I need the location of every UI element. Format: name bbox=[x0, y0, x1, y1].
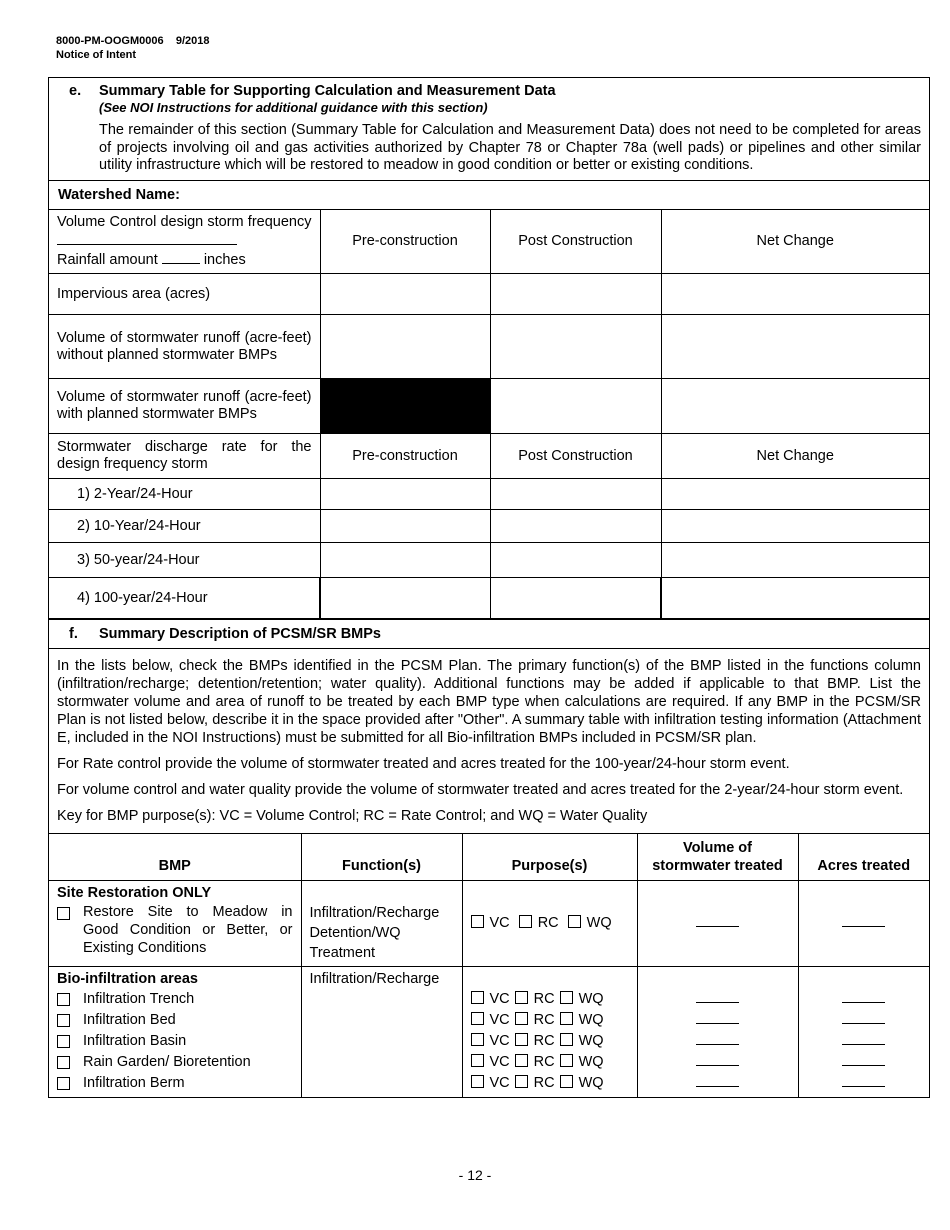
section-f-para-1: In the lists below, check the BMPs identified in the PCSM Plan. The primary function(s) of the BMP listed in the functions column (infiltration/recharge; detention/retention; water quality). Additional functions may be added if applicable to that BMP. List the stormwater volume and area of runoff to be treated by each BMP type when calculations are required. If any BMP in the PCSM/SR Plan is not listed below, describe it in the space provided after "Other". A summary table with infiltration testing information (Attachment E, included in the NOI Instructions) must be submitted for all Bio-infiltration BMPs included in PCSM/SR plan. bbox=[57, 658, 921, 746]
runoff-with-post-input[interactable] bbox=[490, 379, 661, 434]
row-runoff-without-bmps: Volume of stormwater runoff (acre-feet) without planned stormwater BMPs bbox=[49, 315, 320, 379]
runoff-without-post-input[interactable] bbox=[490, 315, 661, 379]
form-code: 8000-PM-OOGM0006 9/2018 bbox=[56, 35, 210, 47]
rc-checkbox[interactable] bbox=[515, 1075, 528, 1088]
bmp-infiltration-basin[interactable] bbox=[57, 1031, 293, 1052]
restore-site-checkbox[interactable] bbox=[57, 907, 70, 920]
volume-input[interactable] bbox=[696, 1074, 739, 1087]
runoff-without-net-input[interactable] bbox=[661, 315, 929, 379]
bmp-label: Infiltration Trench bbox=[83, 990, 195, 1007]
acres-input[interactable] bbox=[842, 1053, 885, 1066]
row-storm-50yr: 3) 50-year/24-Hour bbox=[49, 543, 320, 578]
section-e-paragraph: The remainder of this section (Summary Table for Calculation and Measurement Data) does not need to be completed for areas of projects involving oil and gas activities authorized by Chapter 78 or Chapter 78a (well pads) or pipelines and other similar utility infrastructure which will be restored to meadow in good condition or better or existing conditions. bbox=[99, 122, 921, 173]
storm-50yr-pre-input[interactable] bbox=[320, 543, 490, 578]
storm-2yr-post-input[interactable] bbox=[490, 479, 661, 510]
bmp-rain-garden[interactable] bbox=[57, 1052, 293, 1073]
rc-checkbox[interactable] bbox=[515, 1054, 528, 1067]
acres-input[interactable] bbox=[842, 1011, 885, 1024]
bmp-infiltration-bed[interactable] bbox=[57, 1010, 293, 1031]
impervious-post-input[interactable] bbox=[490, 274, 661, 315]
checkbox[interactable] bbox=[57, 1035, 70, 1048]
volume-input[interactable] bbox=[696, 1011, 739, 1024]
rc-checkbox[interactable] bbox=[515, 991, 528, 1004]
bio-infiltration-functions bbox=[301, 966, 462, 1097]
row-impervious-area: Impervious area (acres) bbox=[49, 274, 320, 315]
storm-10yr-net-input[interactable] bbox=[661, 510, 929, 543]
form-title: Notice of Intent bbox=[56, 49, 137, 61]
wq-label: WQ bbox=[578, 990, 604, 1007]
purpose-row bbox=[471, 1052, 629, 1073]
row-storm-100yr: 4) 100-year/24-Hour bbox=[49, 578, 320, 619]
section-e-header bbox=[49, 78, 929, 181]
bio-infiltration-acres bbox=[798, 966, 929, 1097]
bmp-label: Infiltration Basin bbox=[83, 1032, 187, 1049]
checkbox[interactable] bbox=[57, 993, 70, 1006]
site-restoration-acres bbox=[798, 880, 929, 966]
storm-2yr-net-input[interactable] bbox=[661, 479, 929, 510]
section-f-description bbox=[49, 649, 929, 834]
storm-50yr-net-input[interactable] bbox=[661, 543, 929, 578]
wq-checkbox[interactable] bbox=[560, 1075, 573, 1088]
site-restoration-purposes bbox=[462, 880, 637, 966]
section-e-title: Summary Table for Supporting Calculation and Measurement Data bbox=[99, 83, 556, 99]
vc-label: VC bbox=[489, 914, 510, 931]
runoff-with-net-input[interactable] bbox=[661, 379, 929, 434]
rc-label: RC bbox=[537, 914, 559, 931]
bmp-label: Infiltration Berm bbox=[83, 1074, 185, 1091]
wq-label: WQ bbox=[578, 1074, 604, 1091]
restore-site-label: Restore Site to Meadow in Good Condition or Better, or Existing Conditions bbox=[83, 903, 293, 956]
col-pre-construction: Pre-construction bbox=[320, 210, 490, 274]
bio-infiltration-purposes bbox=[462, 966, 637, 1097]
wq-label: WQ bbox=[578, 1032, 604, 1049]
site-restoration-functions bbox=[301, 880, 462, 966]
vc-checkbox[interactable] bbox=[471, 991, 484, 1004]
volume-input[interactable] bbox=[696, 1032, 739, 1045]
section-f-para-4: Key for BMP purpose(s): VC = Volume Control; RC = Rate Control; and WQ = Water Quality bbox=[57, 808, 648, 824]
col-bmp: BMP bbox=[49, 834, 301, 880]
function-infiltration-recharge: Infiltration/Recharge bbox=[309, 904, 440, 921]
section-f-letter: f. bbox=[69, 626, 78, 642]
col-post-construction: Post Construction bbox=[490, 210, 661, 274]
rc-label: RC bbox=[533, 1032, 555, 1049]
section-f-title: Summary Description of PCSM/SR BMPs bbox=[99, 626, 381, 642]
bio-infiltration-volume bbox=[637, 966, 798, 1097]
acres-input[interactable] bbox=[842, 1074, 885, 1087]
vc-checkbox[interactable] bbox=[471, 1012, 484, 1025]
checkbox[interactable] bbox=[57, 1077, 70, 1090]
checkbox[interactable] bbox=[57, 1056, 70, 1069]
purpose-row bbox=[471, 1031, 629, 1052]
wq-label: WQ bbox=[578, 1011, 604, 1028]
rc-checkbox[interactable] bbox=[515, 1012, 528, 1025]
storm-10yr-post-input[interactable] bbox=[490, 510, 661, 543]
col-purposes: Purpose(s) bbox=[462, 834, 637, 880]
bmp-label: Infiltration Bed bbox=[83, 1011, 176, 1028]
vc-checkbox[interactable] bbox=[471, 1054, 484, 1067]
volume-input[interactable] bbox=[696, 914, 739, 927]
vc-label: VC bbox=[489, 1053, 510, 1070]
blacked-out-cell bbox=[320, 379, 490, 434]
form-frame bbox=[48, 77, 930, 1098]
row-storm-2yr: 1) 2-Year/24-Hour bbox=[49, 479, 320, 510]
vc-checkbox[interactable] bbox=[471, 1033, 484, 1046]
section-e-letter: e. bbox=[69, 83, 82, 99]
rc-checkbox[interactable] bbox=[519, 915, 532, 928]
wq-checkbox[interactable] bbox=[560, 1033, 573, 1046]
function-infiltration-recharge: Infiltration/Recharge bbox=[309, 970, 440, 987]
page-number: - 12 - bbox=[458, 1167, 492, 1183]
row-discharge-rate: Stormwater discharge rate for the design frequency storm bbox=[49, 434, 320, 479]
rc-checkbox[interactable] bbox=[515, 1033, 528, 1046]
section-f-header bbox=[49, 619, 929, 649]
vc-checkbox[interactable] bbox=[471, 1075, 484, 1088]
vc-checkbox[interactable] bbox=[471, 915, 484, 928]
rc-label: RC bbox=[533, 1074, 555, 1091]
rc-label: RC bbox=[533, 1053, 555, 1070]
vc-label: VC bbox=[489, 1011, 510, 1028]
wq-label: WQ bbox=[586, 914, 612, 931]
section-e-subtitle: (See NOI Instructions for additional guidance with this section) bbox=[99, 100, 488, 115]
wq-checkbox[interactable] bbox=[560, 1054, 573, 1067]
site-restoration-cell bbox=[49, 880, 301, 966]
inches-label: inches bbox=[203, 251, 246, 268]
row-runoff-with-bmps: Volume of stormwater runoff (acre-feet) with planned stormwater BMPs bbox=[49, 379, 320, 434]
row-storm-10yr: 2) 10-Year/24-Hour bbox=[49, 510, 320, 543]
storm-50yr-post-input[interactable] bbox=[490, 543, 661, 578]
volume-control-label-cell bbox=[49, 210, 320, 274]
bio-infiltration-cell bbox=[49, 966, 301, 1097]
function-detention-wq: Detention/WQ Treatment bbox=[309, 924, 401, 961]
bio-infiltration-heading: Bio-infiltration areas bbox=[57, 970, 198, 987]
col-volume-line-2: stormwater treated bbox=[652, 857, 783, 874]
purpose-row bbox=[471, 1010, 629, 1031]
storm-100yr-pre-input[interactable] bbox=[320, 578, 490, 619]
col-volume-treated bbox=[637, 834, 798, 880]
calculation-table bbox=[49, 210, 929, 620]
storm-2yr-pre-input[interactable] bbox=[320, 479, 490, 510]
purpose-row bbox=[471, 1073, 629, 1094]
col-volume-line-1: Volume of bbox=[682, 839, 752, 856]
rc-label: RC bbox=[533, 990, 555, 1007]
bmp-infiltration-trench[interactable] bbox=[57, 989, 293, 1010]
volume-control-label: Volume Control design storm frequency bbox=[57, 213, 312, 230]
vc-label: VC bbox=[489, 1074, 510, 1091]
col-post-construction: Post Construction bbox=[490, 434, 661, 479]
col-functions: Function(s) bbox=[301, 834, 462, 880]
impervious-net-input[interactable] bbox=[661, 274, 929, 315]
volume-input[interactable] bbox=[696, 990, 739, 1003]
wq-label: WQ bbox=[578, 1053, 604, 1070]
rc-label: RC bbox=[533, 1011, 555, 1028]
runoff-without-pre-input[interactable] bbox=[320, 315, 490, 379]
wq-checkbox[interactable] bbox=[560, 1012, 573, 1025]
col-pre-construction: Pre-construction bbox=[320, 434, 490, 479]
acres-input[interactable] bbox=[842, 990, 885, 1003]
section-f-para-2: For Rate control provide the volume of stormwater treated and acres treated for the 100-year/24-hour storm event. bbox=[57, 756, 790, 772]
storm-100yr-post-input[interactable] bbox=[490, 578, 661, 619]
document-header bbox=[56, 34, 209, 62]
col-net-change: Net Change bbox=[661, 434, 929, 479]
site-restoration-heading: Site Restoration ONLY bbox=[57, 884, 212, 901]
purpose-row bbox=[471, 989, 629, 1010]
bmp-restore-site[interactable] bbox=[57, 903, 293, 957]
storm-frequency-input[interactable] bbox=[57, 231, 237, 245]
rainfall-amount-input[interactable] bbox=[162, 250, 200, 264]
checkbox[interactable] bbox=[57, 1014, 70, 1027]
bmp-label: Rain Garden/ Bioretention bbox=[83, 1053, 251, 1070]
storm-10yr-pre-input[interactable] bbox=[320, 510, 490, 543]
acres-input[interactable] bbox=[842, 914, 885, 927]
acres-input[interactable] bbox=[842, 1032, 885, 1045]
storm-100yr-net-input[interactable] bbox=[661, 578, 929, 619]
bmp-infiltration-berm[interactable] bbox=[57, 1073, 293, 1094]
col-net-change: Net Change bbox=[661, 210, 929, 274]
col-acres-treated: Acres treated bbox=[798, 834, 929, 880]
section-f-para-3: For volume control and water quality provide the volume of stormwater treated and acres treated for the 2-year/24-hour storm event. bbox=[57, 782, 904, 798]
wq-checkbox[interactable] bbox=[560, 991, 573, 1004]
watershed-name-label: Watershed Name: bbox=[58, 186, 180, 203]
vc-label: VC bbox=[489, 990, 510, 1007]
vc-label: VC bbox=[489, 1032, 510, 1049]
bmp-table bbox=[49, 834, 929, 1097]
site-restoration-volume bbox=[637, 880, 798, 966]
volume-input[interactable] bbox=[696, 1053, 739, 1066]
impervious-pre-input[interactable] bbox=[320, 274, 490, 315]
watershed-name-field[interactable] bbox=[49, 181, 929, 210]
rainfall-label: Rainfall amount bbox=[57, 251, 158, 268]
wq-checkbox[interactable] bbox=[568, 915, 581, 928]
